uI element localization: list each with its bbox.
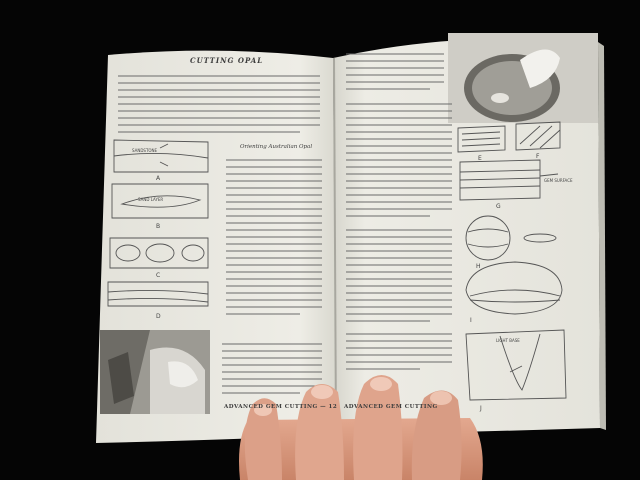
right-page-footer: ADVANCED GEM CUTTING (344, 404, 438, 410)
fig-label-h: H (476, 263, 481, 270)
fig-label-e: E (478, 155, 482, 162)
fig-label-j: J (480, 405, 482, 412)
fingernail-4 (430, 391, 452, 405)
fig-label-g: G (496, 203, 501, 210)
label-gem-surface: GEM SURFACE (544, 178, 573, 183)
label-light-base: LIGHT BASE (496, 338, 520, 343)
fig-label-d: D (156, 313, 161, 320)
left-section-heading: Orienting Australian Opal (240, 144, 313, 150)
label-sand-layer: SAND LAYER (138, 197, 164, 202)
fig-label-a: A (156, 175, 161, 182)
opal-dish-photo (448, 33, 598, 123)
fig-label-f: F (536, 153, 540, 160)
fig-label-b: B (156, 223, 161, 230)
fig-label-i: I (470, 317, 472, 324)
cutting-photo (100, 330, 210, 414)
label-sandstone: SANDSTONE (132, 148, 158, 153)
left-page-footer: ADVANCED GEM CUTTING — 12 (224, 404, 338, 410)
fingernail-2 (311, 385, 333, 399)
left-page-running-title: CUTTING OPAL (190, 56, 264, 65)
fig-label-c: C (156, 272, 161, 279)
fingernail-3 (370, 377, 392, 391)
